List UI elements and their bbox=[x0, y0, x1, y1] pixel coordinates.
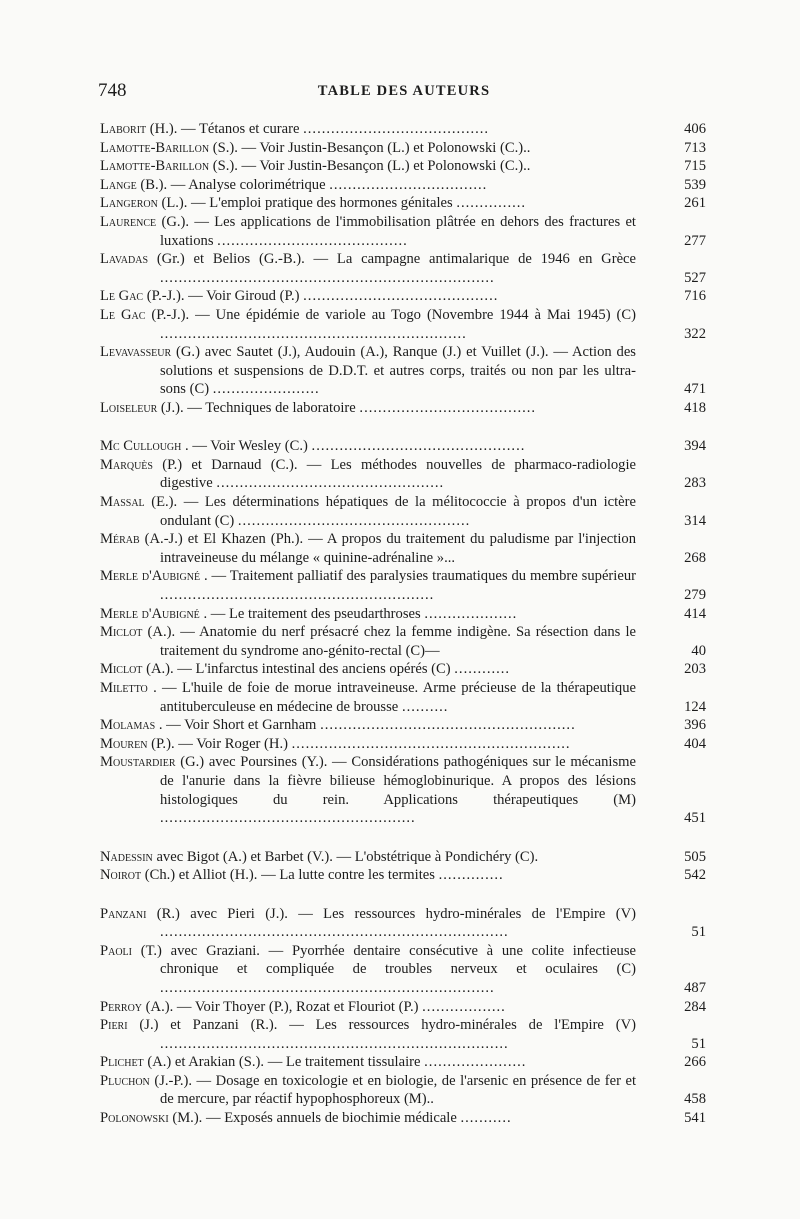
author-name: Panzani bbox=[100, 905, 147, 922]
leader-dots: .................................................................. bbox=[160, 325, 467, 342]
index-entry bbox=[100, 306, 706, 343]
page-reference: 396 bbox=[684, 717, 706, 734]
leader-dots: .................. bbox=[422, 998, 506, 1015]
entry-text: (A.). — Voir Thoyer (P.), Rozat et Flouriot (P.) bbox=[145, 998, 419, 1015]
leader-dots: ....................................................... bbox=[160, 810, 416, 827]
index-entry bbox=[100, 660, 706, 679]
page-reference: 394 bbox=[684, 438, 706, 455]
entry-text: (T.) avec Graziani. — Pyorrhée dentaire consécutive à une colite infectieuse chronique et compliquée de troubles nerveux et oculaires (C) bbox=[140, 942, 636, 978]
author-name: Lavadas bbox=[100, 251, 149, 268]
author-name: Le Gac bbox=[100, 306, 146, 323]
index-entry bbox=[100, 998, 706, 1017]
entry-text: (Gr.) et Belios (G.-B.). — La campagne antimalarique de 1946 en Grèce bbox=[156, 251, 637, 268]
author-name: Pieri bbox=[100, 1017, 128, 1034]
letter-group bbox=[100, 120, 706, 418]
index-entry bbox=[100, 905, 706, 942]
letter-group bbox=[100, 437, 706, 827]
leader-dots: ........................................................................... bbox=[160, 924, 509, 941]
author-name: Levavasseur bbox=[100, 344, 172, 361]
author-name: Miletto bbox=[100, 680, 148, 697]
index-entry bbox=[100, 942, 706, 998]
page-reference: 414 bbox=[684, 605, 706, 622]
author-name: Mouren bbox=[100, 735, 148, 752]
page-title: TABLE DES AUTEURS bbox=[317, 83, 491, 99]
author-name: Lamotte-Barillon bbox=[100, 139, 210, 156]
page-reference: 541 bbox=[684, 1110, 706, 1127]
leader-dots: .................................. bbox=[329, 176, 488, 193]
leader-dots: ...................................... bbox=[359, 399, 537, 416]
leader-dots: ...................... bbox=[424, 1054, 527, 1071]
entry-text: (G.) avec Sautet (J.), Audouin (A.), Ranque (J.) et Vuillet (J.). — Action des solutions et suspensions de D.D.T. et autres corps, traités ou non par les ultra-sons (C) bbox=[160, 344, 636, 398]
index-entry bbox=[100, 194, 706, 213]
entry-text: avec Bigot (A.) et Barbet (V.). — L'obstétrique à Pondichéry (C). bbox=[156, 848, 539, 865]
page-number: 748 bbox=[98, 80, 127, 101]
author-name: Pluchon bbox=[100, 1072, 150, 1089]
author-name: Merle d'Aubigné bbox=[100, 568, 201, 585]
author-name: Lamotte-Barillon bbox=[100, 158, 210, 175]
index-entry bbox=[100, 139, 706, 158]
author-name: Polonowski bbox=[100, 1110, 169, 1127]
page-reference: 716 bbox=[684, 288, 706, 305]
leader-dots: .............................................. bbox=[311, 438, 526, 455]
author-name: Perroy bbox=[100, 998, 143, 1015]
page-reference: 277 bbox=[684, 232, 706, 249]
index-entry bbox=[100, 343, 706, 399]
entry-text: (J.-P.). — Dosage en toxicologie et en biologie, de l'arsenic en présence de fer et de mercure, par réactif hypophosphoreux (M).. bbox=[154, 1072, 636, 1108]
page-reference: 471 bbox=[684, 381, 706, 398]
entry-text: (S.). — Voir Justin-Besançon (L.) et Polonowski (C.).. bbox=[212, 158, 531, 175]
leader-dots: ........................................................................ bbox=[160, 269, 495, 286]
entry-text: (G.) avec Poursines (Y.). — Considérations pathogéniques sur le mécanisme de l'anurie dans la fièvre bilieuse hémoglobinurique. A propos des lésions histologiques du rein. Applications thérapeutiques (M) bbox=[160, 754, 636, 808]
letter-group bbox=[100, 905, 706, 1128]
page-reference: 40 bbox=[691, 642, 706, 659]
index-entry bbox=[100, 213, 706, 250]
page-reference: 266 bbox=[684, 1054, 706, 1071]
index-entry bbox=[100, 120, 706, 139]
author-name: Plichet bbox=[100, 1054, 144, 1071]
entry-text: (Ch.) et Alliot (H.). — La lutte contre les termites bbox=[144, 867, 435, 884]
author-name: Noirot bbox=[100, 867, 142, 884]
page-reference: 51 bbox=[691, 924, 706, 941]
entry-text: (S.). — Voir Justin-Besançon (L.) et Polonowski (C.).. bbox=[212, 139, 531, 156]
author-name: Miclot bbox=[100, 661, 143, 678]
entry-text: (H.). — Tétanos et curare bbox=[149, 121, 300, 137]
author-index bbox=[100, 120, 706, 1128]
leader-dots: ............... bbox=[456, 195, 527, 212]
leader-dots: ............ bbox=[454, 661, 511, 678]
index-entry bbox=[100, 735, 706, 754]
leader-dots: .............. bbox=[438, 867, 504, 884]
index-entry bbox=[100, 1016, 706, 1053]
index-entry bbox=[100, 1109, 706, 1128]
entry-text: . — Le traitement des pseudarthroses bbox=[203, 605, 421, 622]
entry-text: (R.) avec Pieri (J.). — Les ressources hydro-minérales de l'Empire (V) bbox=[156, 905, 636, 922]
index-entry bbox=[100, 250, 706, 287]
author-name: Massal bbox=[100, 494, 145, 511]
leader-dots: ....................... bbox=[212, 381, 320, 398]
author-name: Laborit bbox=[100, 121, 147, 137]
page-reference: 268 bbox=[684, 549, 706, 566]
page-reference: 458 bbox=[684, 1091, 706, 1108]
index-entry bbox=[100, 1053, 706, 1072]
letter-group bbox=[100, 848, 706, 885]
author-name: Lange bbox=[100, 176, 137, 193]
index-entry bbox=[100, 493, 706, 530]
author-name: Molamas bbox=[100, 717, 156, 734]
leader-dots: ......................................... bbox=[217, 232, 408, 249]
entry-text: (P.). — Voir Roger (H.) bbox=[151, 735, 288, 752]
leader-dots: ............................................................ bbox=[291, 735, 571, 752]
leader-dots: ........................................................................ bbox=[160, 979, 495, 996]
page-reference: 505 bbox=[684, 848, 706, 865]
index-entry bbox=[100, 753, 706, 827]
entry-text: . — Voir Short et Garnham bbox=[158, 717, 317, 734]
author-name: Moustardier bbox=[100, 754, 176, 771]
index-entry bbox=[100, 530, 706, 567]
author-name: Le Gac bbox=[100, 288, 144, 305]
index-entry bbox=[100, 287, 706, 306]
leader-dots: ........................................................................... bbox=[160, 1035, 509, 1052]
index-entry bbox=[100, 1072, 706, 1109]
author-name: Paoli bbox=[100, 942, 132, 959]
page-reference: 283 bbox=[684, 475, 706, 492]
author-name: Nadessin bbox=[100, 848, 153, 865]
leader-dots: ........... bbox=[460, 1110, 512, 1127]
author-name: Mc Cullough bbox=[100, 438, 182, 455]
page-reference: 542 bbox=[684, 867, 706, 884]
leader-dots: .......................................... bbox=[303, 288, 499, 305]
leader-dots: .................................................. bbox=[237, 512, 471, 529]
index-entry bbox=[100, 567, 706, 604]
index-entry bbox=[100, 437, 706, 456]
leader-dots: .......... bbox=[401, 698, 449, 715]
page-reference: 261 bbox=[684, 195, 706, 212]
page-reference: 124 bbox=[684, 698, 706, 715]
index-entry bbox=[100, 399, 706, 418]
entry-text: (M.). — Exposés annuels de biochimie médicale bbox=[172, 1110, 457, 1127]
entry-text: . — Traitement palliatif des paralysies traumatiques du membre supérieur bbox=[203, 568, 636, 585]
leader-dots: .................... bbox=[424, 605, 518, 622]
page-reference: 203 bbox=[684, 661, 706, 678]
page-reference: 539 bbox=[684, 176, 706, 193]
author-name: Loiseleur bbox=[100, 399, 158, 416]
author-name: Langeron bbox=[100, 195, 158, 212]
page-reference: 404 bbox=[684, 735, 706, 752]
index-entry bbox=[100, 605, 706, 624]
entry-text: (A.) et Arakian (S.). — Le traitement tissulaire bbox=[147, 1054, 421, 1071]
author-name: Laurence bbox=[100, 213, 157, 230]
index-entry bbox=[100, 176, 706, 195]
page-reference: 715 bbox=[684, 158, 706, 175]
index-entry bbox=[100, 679, 706, 716]
author-name: Merle d'Aubigné bbox=[100, 605, 200, 622]
index-entry bbox=[100, 866, 706, 885]
page-header bbox=[98, 80, 710, 106]
page-reference: 406 bbox=[684, 121, 706, 137]
page-reference: 284 bbox=[684, 998, 706, 1015]
page-reference: 418 bbox=[684, 399, 706, 416]
entry-text: (J.) et Panzani (R.). — Les ressources hydro-minérales de l'Empire (V) bbox=[139, 1017, 636, 1034]
entry-text: (A.). — Anatomie du nerf présacré chez la femme indigène. Sa résection dans le traitement du syndrome ano-génito-rectal (C)— bbox=[147, 624, 636, 659]
entry-text: (A.). — L'infarctus intestinal des anciens opérés (C) bbox=[146, 661, 451, 678]
leader-dots: ................................................. bbox=[216, 475, 445, 492]
author-name: Marquès bbox=[100, 456, 153, 473]
page-reference: 314 bbox=[684, 512, 706, 529]
entry-text: (P.-J.). — Voir Giroud (P.) bbox=[146, 288, 300, 305]
leader-dots: ........................................ bbox=[303, 121, 490, 137]
page-reference: 527 bbox=[684, 269, 706, 286]
page-reference: 322 bbox=[684, 325, 706, 342]
page-reference: 279 bbox=[684, 587, 706, 604]
entry-text: (E.). — Les déterminations hépatiques de la mélitococcie à propos d'un ictère ondulant (C) bbox=[151, 494, 636, 529]
entry-text: . — Voir Wesley (C.) bbox=[185, 438, 308, 455]
index-entry bbox=[100, 456, 706, 493]
entry-text: (G.). — Les applications de l'immobilisation plâtrée en dehors des fractures et luxations bbox=[160, 213, 636, 249]
index-entry bbox=[100, 716, 706, 735]
entry-text: (P.) et Darnaud (C.). — Les méthodes nouvelles de pharmaco-radiologie digestive bbox=[160, 456, 636, 492]
author-name: Mérab bbox=[100, 531, 140, 548]
page-reference: 451 bbox=[684, 810, 706, 827]
leader-dots: ........................................................... bbox=[160, 587, 435, 604]
entry-text: (A.-J.) et El Khazen (Ph.). — A propos du traitement du paludisme par l'injection intraveineuse du mélange « quinine-adrénaline »... bbox=[144, 531, 636, 566]
leader-dots: ....................................................... bbox=[320, 717, 576, 734]
entry-text: (J.). — Techniques de laboratoire bbox=[160, 399, 356, 416]
author-name: Miclot bbox=[100, 624, 143, 641]
entry-text: . — L'huile de foie de morue intraveineuse. Arme précieuse de la thérapeutique antituberculeuse en médecine de brousse bbox=[153, 680, 636, 715]
entry-text: (P.-J.). — Une épidémie de variole au Togo (Novembre 1944 à Mai 1945) (C) bbox=[151, 306, 636, 323]
index-entry bbox=[100, 157, 706, 176]
page-reference: 487 bbox=[684, 979, 706, 996]
page-reference: 51 bbox=[691, 1035, 706, 1052]
index-entry bbox=[100, 623, 706, 660]
entry-text: (B.). — Analyse colorimétrique bbox=[140, 176, 326, 193]
index-entry bbox=[100, 848, 706, 867]
entry-text: (L.). — L'emploi pratique des hormones génitales bbox=[161, 195, 453, 212]
page-reference: 713 bbox=[684, 139, 706, 156]
